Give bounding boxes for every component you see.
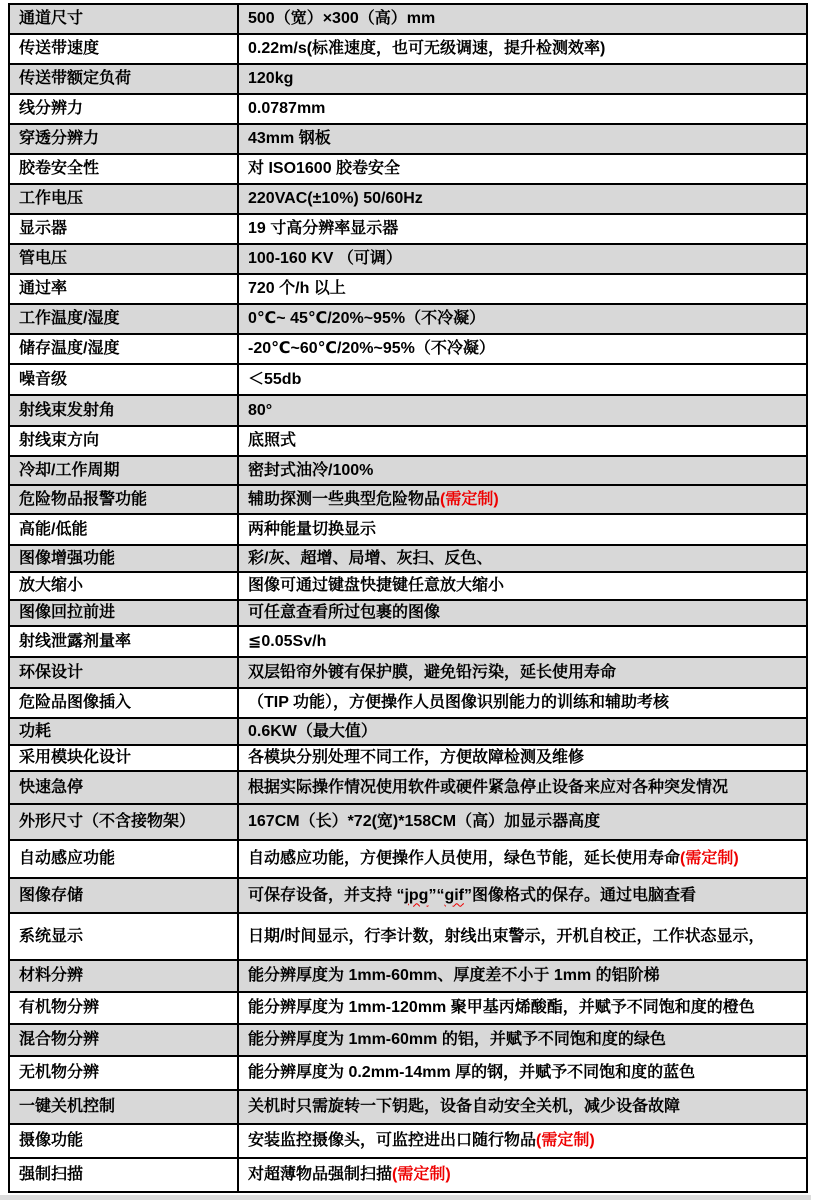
table-row bbox=[9, 34, 807, 64]
spec-value bbox=[238, 572, 807, 600]
table-row bbox=[9, 1024, 807, 1056]
table-row bbox=[9, 626, 807, 657]
spec-label: 胶卷安全性 bbox=[9, 154, 238, 184]
spec-label: 危险物品报警功能 bbox=[9, 485, 238, 514]
spec-value bbox=[238, 600, 807, 626]
spec-value-text: 220VAC(±10%) 50/60Hz bbox=[248, 190, 423, 207]
spec-label: 图像回拉前进 bbox=[9, 600, 238, 626]
spec-label: 采用模块化设计 bbox=[9, 745, 238, 771]
spec-value bbox=[238, 960, 807, 992]
spec-value bbox=[238, 34, 807, 64]
spec-value-text: 0℃~ 45℃/20%~95%（不冷凝） bbox=[248, 310, 486, 327]
spec-value-text: 80° bbox=[248, 401, 273, 419]
spec-value-text: 19 寸高分辨率显示器 bbox=[248, 220, 399, 237]
spec-label: 储存温度/湿度 bbox=[9, 334, 238, 364]
spec-value-text: 对 ISO1600 胶卷安全 bbox=[248, 160, 401, 177]
table-row bbox=[9, 395, 807, 426]
table-row bbox=[9, 745, 807, 771]
custom-required-note: (需定制) bbox=[680, 850, 739, 867]
spec-label: 高能/低能 bbox=[9, 514, 238, 545]
spec-value-text: 43mm 钢板 bbox=[248, 130, 331, 147]
spec-value-text: 500（宽）×300（高）mm bbox=[248, 10, 436, 27]
spec-value-text: 对超薄物品强制扫描 bbox=[248, 1166, 393, 1183]
spec-value bbox=[238, 244, 807, 274]
spec-value-text: 能分辨厚度为 0.2mm-14mm 厚的钢，并赋予不同饱和度的蓝色 bbox=[248, 1064, 696, 1081]
table-row bbox=[9, 214, 807, 244]
spec-value-text: -20℃~60℃/20%~95%（不冷凝） bbox=[248, 340, 495, 357]
spec-label: 系统显示 bbox=[9, 913, 238, 960]
spec-value bbox=[238, 878, 807, 913]
table-row bbox=[9, 878, 807, 913]
spec-label: 外形尺寸（不含接物架） bbox=[9, 804, 238, 840]
spec-value-text: 两种能量切换显示 bbox=[248, 520, 377, 538]
spec-value bbox=[238, 545, 807, 572]
spec-value bbox=[238, 485, 807, 514]
spec-value-text: 能分辨厚度为 1mm-60mm、厚度差不小于 1mm 的铝阶梯 bbox=[248, 967, 660, 984]
spec-value-text: 可保存设备，并支持 “ bbox=[248, 886, 405, 904]
table-row bbox=[9, 456, 807, 485]
table-row bbox=[9, 244, 807, 274]
spec-value-text: 0.22m/s(标准速度，也可无级调速，提升检测效率) bbox=[248, 40, 606, 57]
spec-label: 快速急停 bbox=[9, 771, 238, 804]
spec-value-text: ”图像格式的保存。通过电脑查看 bbox=[464, 886, 697, 904]
spec-value bbox=[238, 334, 807, 364]
spec-value-text: ＜55db bbox=[248, 370, 302, 388]
spec-value-text: 0.6KW（最大值） bbox=[248, 722, 377, 740]
spec-label: 冷却/工作周期 bbox=[9, 456, 238, 485]
spec-label: 传送带速度 bbox=[9, 34, 238, 64]
spec-label: 通道尺寸 bbox=[9, 4, 238, 34]
spec-label: 工作温度/湿度 bbox=[9, 304, 238, 334]
spec-label: 噪音级 bbox=[9, 364, 238, 395]
spec-value-text: 100-160 KV （可调） bbox=[248, 250, 402, 267]
table-row bbox=[9, 514, 807, 545]
spec-value-text: 120kg bbox=[248, 70, 294, 87]
spec-label: 线分辨力 bbox=[9, 94, 238, 124]
spec-label: 传送带额定负荷 bbox=[9, 64, 238, 94]
spec-value bbox=[238, 184, 807, 214]
table-row bbox=[9, 840, 807, 878]
table-row bbox=[9, 154, 807, 184]
spec-value bbox=[238, 626, 807, 657]
spec-value bbox=[238, 1124, 807, 1158]
spec-label: 射线束方向 bbox=[9, 426, 238, 456]
spec-label: 放大缩小 bbox=[9, 572, 238, 600]
table-row bbox=[9, 274, 807, 304]
custom-required-note: (需定制) bbox=[536, 1132, 595, 1149]
spec-value bbox=[238, 456, 807, 485]
spec-value bbox=[238, 718, 807, 745]
spec-value-text: 720 个/h 以上 bbox=[248, 280, 346, 297]
spec-value-text: 辅助探测一些典型危险物品 bbox=[248, 490, 441, 508]
table-row bbox=[9, 913, 807, 960]
spec-value bbox=[238, 274, 807, 304]
spec-value-text: 能分辨厚度为 1mm-60mm 的铝，并赋予不同饱和度的绿色 bbox=[248, 1031, 666, 1048]
spec-value-text: 安装监控摄像头，可监控进出口随行物品 bbox=[248, 1132, 537, 1149]
spec-label: 工作电压 bbox=[9, 184, 238, 214]
spec-label: 摄像功能 bbox=[9, 1124, 238, 1158]
spec-label: 危险品图像插入 bbox=[9, 688, 238, 718]
spec-value-text: 双层铅帘外镀有保护膜，避免铅污染，延长使用寿命 bbox=[248, 663, 617, 681]
spec-value bbox=[238, 840, 807, 878]
spec-label: 自动感应功能 bbox=[9, 840, 238, 878]
table-row bbox=[9, 64, 807, 94]
spec-value-text: 图像可通过键盘快捷键任意放大缩小 bbox=[248, 577, 505, 594]
spec-value bbox=[238, 426, 807, 456]
spec-value bbox=[238, 804, 807, 840]
spec-label: 穿透分辨力 bbox=[9, 124, 238, 154]
spec-value-text: 关机时只需旋转一下钥匙，设备自动安全关机，减少设备故障 bbox=[248, 1098, 681, 1115]
table-row bbox=[9, 94, 807, 124]
spellcheck-word: gif bbox=[444, 886, 464, 904]
cutoff-row-strip bbox=[0, 1195, 811, 1200]
table-row bbox=[9, 1090, 807, 1124]
spec-value-text: 各模块分别处理不同工作，方便故障检测及维修 bbox=[248, 749, 585, 766]
table-row bbox=[9, 688, 807, 718]
spec-value bbox=[238, 771, 807, 804]
table-row bbox=[9, 992, 807, 1024]
spec-label: 图像增强功能 bbox=[9, 545, 238, 572]
custom-required-note: (需定制) bbox=[440, 490, 499, 508]
spec-value-text: 自动感应功能，方便操作人员使用，绿色节能，延长使用寿命 bbox=[248, 850, 681, 867]
table-row bbox=[9, 718, 807, 745]
table-row bbox=[9, 364, 807, 395]
spec-value-text: 根据实际操作情况使用软件或硬件紧急停止设备来应对各种突发情况 bbox=[248, 778, 729, 796]
spec-label: 混合物分辨 bbox=[9, 1024, 238, 1056]
table-row bbox=[9, 960, 807, 992]
spec-label: 环保设计 bbox=[9, 657, 238, 688]
spec-label: 通过率 bbox=[9, 274, 238, 304]
table-row bbox=[9, 572, 807, 600]
table-row bbox=[9, 657, 807, 688]
spec-value-text: 可任意查看所过包裹的图像 bbox=[248, 604, 441, 621]
spec-label: 有机物分辨 bbox=[9, 992, 238, 1024]
spec-value bbox=[238, 745, 807, 771]
spec-label: 图像存储 bbox=[9, 878, 238, 913]
table-row bbox=[9, 334, 807, 364]
spec-value bbox=[238, 124, 807, 154]
spec-value-text: ”“ bbox=[428, 886, 445, 904]
table-row bbox=[9, 1158, 807, 1192]
spec-label: 显示器 bbox=[9, 214, 238, 244]
spec-value-text: 167CM（长）*72(宽)*158CM（高）加显示器高度 bbox=[248, 813, 601, 830]
table-row bbox=[9, 545, 807, 572]
spec-value-text: 0.0787mm bbox=[248, 100, 326, 117]
table-row bbox=[9, 600, 807, 626]
spec-label: 一键关机控制 bbox=[9, 1090, 238, 1124]
spec-label: 功耗 bbox=[9, 718, 238, 745]
spec-value bbox=[238, 913, 807, 960]
spec-value bbox=[238, 214, 807, 244]
spec-label: 材料分辨 bbox=[9, 960, 238, 992]
spec-value bbox=[238, 4, 807, 34]
table-row bbox=[9, 1056, 807, 1090]
custom-required-note: (需定制) bbox=[392, 1166, 451, 1183]
table-row bbox=[9, 1124, 807, 1158]
spec-value bbox=[238, 304, 807, 334]
spec-value bbox=[238, 1158, 807, 1192]
spec-value bbox=[238, 94, 807, 124]
spec-value-text: 密封式油冷/100% bbox=[248, 461, 374, 479]
table-row bbox=[9, 4, 807, 34]
table-row bbox=[9, 124, 807, 154]
spec-value-text: 能分辨厚度为 1mm-120mm 聚甲基丙烯酸酯，并赋予不同饱和度的橙色 bbox=[248, 999, 755, 1016]
spec-value-text: 底照式 bbox=[248, 432, 297, 449]
table-row bbox=[9, 804, 807, 840]
spec-label: 管电压 bbox=[9, 244, 238, 274]
table-row bbox=[9, 184, 807, 214]
spec-value bbox=[238, 395, 807, 426]
table-row bbox=[9, 426, 807, 456]
spec-value-text: 日期/时间显示，行李计数，射线出束警示，开机自校正，工作状态显示， bbox=[248, 927, 765, 945]
spec-value-text: （TIP 功能），方便操作人员图像识别能力的训练和辅助考核 bbox=[248, 694, 670, 711]
spec-value bbox=[238, 64, 807, 94]
spec-value bbox=[238, 1024, 807, 1056]
spec-label: 强制扫描 bbox=[9, 1158, 238, 1192]
spec-value bbox=[238, 154, 807, 184]
spec-value bbox=[238, 514, 807, 545]
table-row bbox=[9, 485, 807, 514]
spec-label: 射线束发射角 bbox=[9, 395, 238, 426]
spec-value-text: ≦0.05Sv/h bbox=[248, 632, 327, 650]
spec-value bbox=[238, 688, 807, 718]
table-row bbox=[9, 304, 807, 334]
spec-value bbox=[238, 1056, 807, 1090]
spec-value bbox=[238, 657, 807, 688]
spec-value bbox=[238, 364, 807, 395]
spellcheck-word: jpg bbox=[404, 886, 429, 904]
spec-value bbox=[238, 992, 807, 1024]
spec-label: 无机物分辨 bbox=[9, 1056, 238, 1090]
table-row bbox=[9, 771, 807, 804]
spec-table bbox=[8, 3, 808, 1193]
spec-value-text: 彩/灰、超增、局增、灰扫、反色、 bbox=[248, 549, 493, 567]
spec-label: 射线泄露剂量率 bbox=[9, 626, 238, 657]
spec-value bbox=[238, 1090, 807, 1124]
